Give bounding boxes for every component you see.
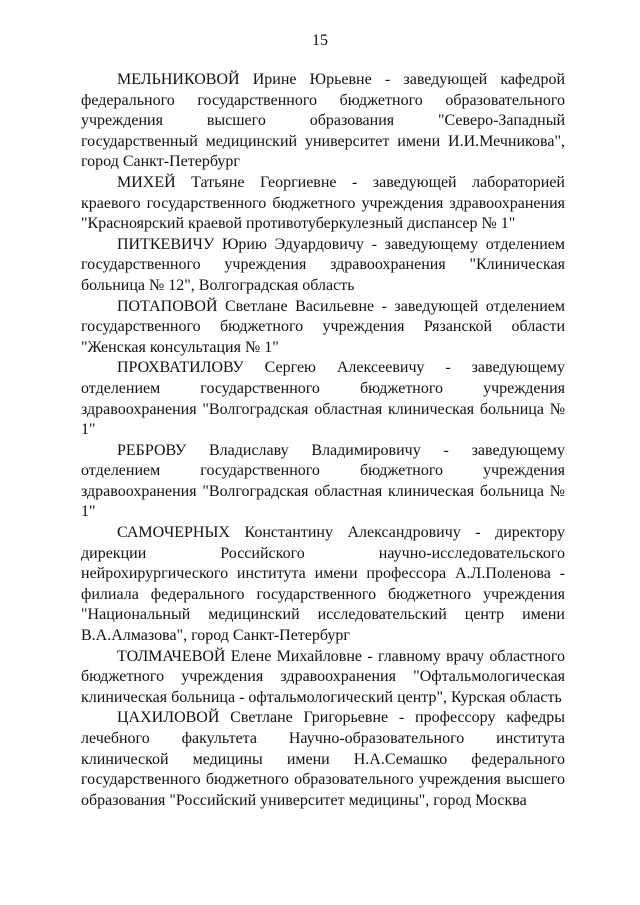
entry-name: ТОЛМАЧЕВОЙ Елене Михайловне [117, 647, 363, 665]
entry-paragraph [81, 173, 565, 235]
entry-name: МЕЛЬНИКОВОЙ Ирине Юрьевне [117, 71, 372, 88]
entry-paragraph [81, 441, 565, 523]
entry-description: - директору дирекции Российского научно-исследовательского нейрохирургического института имени профессора А.Л.Поленова - филиала федерального государственного бюджетного учреждения "Национальный медицинский исследовательский центр имени В.А.Алмазова", город Санкт-Петербург [81, 524, 565, 645]
entry-paragraph [81, 297, 565, 359]
entry-description: - заведующей лабораторией краевого государственного бюджетного учреждения здравоохранения "Красноярский краевой противотуберкулезный диспансер № 1" [81, 173, 565, 233]
entry-name: ПОТАПОВОЙ Светлане Васильевне [117, 297, 375, 315]
entry-description: - заведующему отделением государственного бюджетного учреждения здравоохранения "Волгоградская областная клиническая больница № 1" [81, 359, 565, 439]
entry-description: - заведующему отделением государственного бюджетного учреждения здравоохранения "Волгоградская областная клиническая больница № 1" [81, 441, 565, 521]
entry-description: - заведующей кафедрой федерального государственного бюджетного образовательного учреждения высшего образования "Северо-Западный государственный медицинский университет имени И.И.Мечникова", город Санкт-Петербург [81, 71, 566, 171]
entry-paragraph [81, 235, 565, 297]
entry-description: - главному врачу областного бюджетного учреждения здравоохранения "Офтальмологическая клиническая больница - офтальмологический центр", Курская область [81, 647, 565, 706]
page-number: 15 [312, 32, 328, 49]
entry-name: САМОЧЕРНЫХ Константину Александровичу [117, 524, 461, 542]
entry-paragraph [81, 647, 565, 709]
entry-description: - заведующему отделением государственного учреждения здравоохранения "Клиническая больница № 12", Волгоградская область [81, 235, 565, 294]
entry-name: ЦАХИЛОВОЙ Светлане Григорьевне [117, 709, 389, 727]
entry-name: РЕБРОВУ Владиславу Владимировичу [117, 441, 421, 459]
entry-name: ПРОХВАТИЛОВУ Сергею Алексеевичу [117, 359, 425, 377]
entry-description: - профессору кафедры лечебного факультета Научно-образовательного института клинической медицины имени Н.А.Семашко федерального государственного бюджетного образовательного учреждения высшего образования "Российский университет медицины", город Москва [81, 709, 566, 809]
entry-name: ПИТКЕВИЧУ Юрию Эдуардовичу [117, 235, 364, 253]
entry-paragraph [81, 70, 565, 173]
entry-paragraph [81, 708, 565, 811]
entry-paragraph [81, 523, 565, 647]
entry-paragraph [81, 358, 565, 440]
document-body [81, 70, 565, 811]
entry-description: - заведующей отделением государственного бюджетного учреждения Рязанской области "Женская консультация № 1" [81, 297, 565, 356]
entry-name: МИХЕЙ Татьяне Георгиевне [117, 173, 337, 191]
